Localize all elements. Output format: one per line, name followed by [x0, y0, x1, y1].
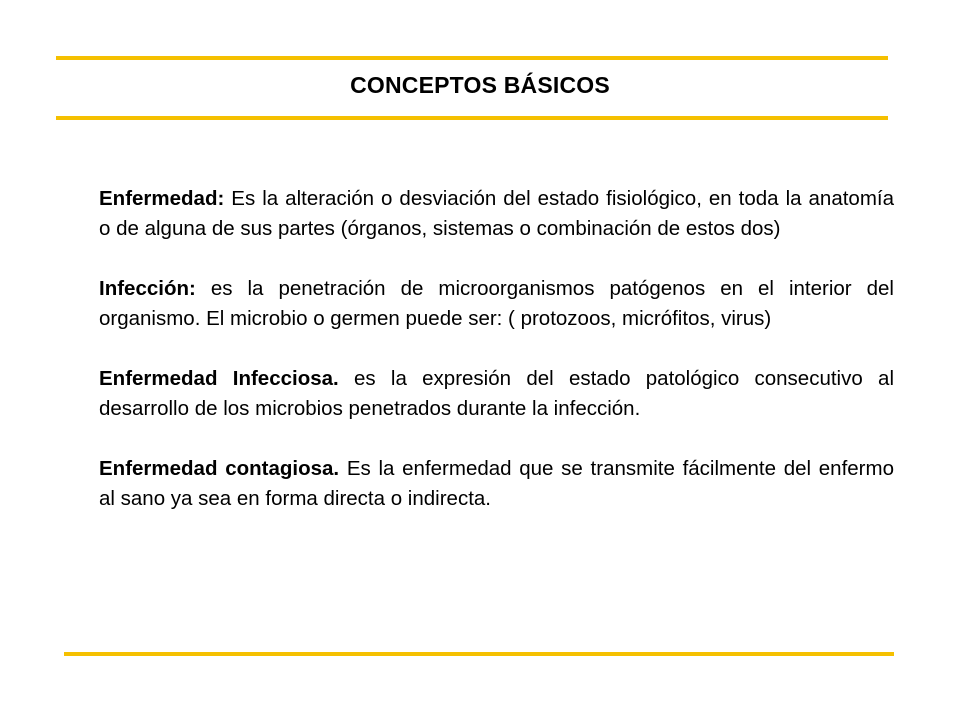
concept-definition: Es la alteración o desviación del estado fisiológico, en toda la anatomía o de alguna de sus partes (órganos, sistemas o combinación de estos dos)	[99, 187, 894, 240]
slide-title: CONCEPTOS BÁSICOS	[350, 72, 610, 98]
concept-definition: Es la enfermedad que se transmite fácilmente del enfermo al sano ya sea en forma directa o indirecta.	[99, 457, 894, 510]
title-top-rule	[56, 56, 888, 60]
concept-enfermedad-contagiosa	[99, 454, 894, 514]
footer-rule	[64, 652, 894, 656]
concept-term: Infección:	[99, 277, 196, 300]
title-bottom-rule	[56, 116, 888, 120]
concept-term: Enfermedad contagiosa.	[99, 457, 340, 480]
concept-infeccion	[99, 274, 894, 334]
concept-definition: es la penetración de microorganismos patógenos en el interior del organismo. El microbio o germen puede ser: ( protozoos, micrófitos, virus)	[99, 277, 894, 330]
concept-enfermedad-infecciosa	[99, 364, 894, 424]
concept-definition: es la expresión del estado patológico consecutivo al desarrollo de los microbios penetrados durante la infección.	[99, 367, 894, 420]
concept-term: Enfermedad:	[99, 187, 225, 210]
concept-term: Enfermedad Infecciosa.	[99, 367, 339, 390]
concept-enfermedad	[99, 184, 894, 244]
concepts-list	[99, 184, 894, 544]
